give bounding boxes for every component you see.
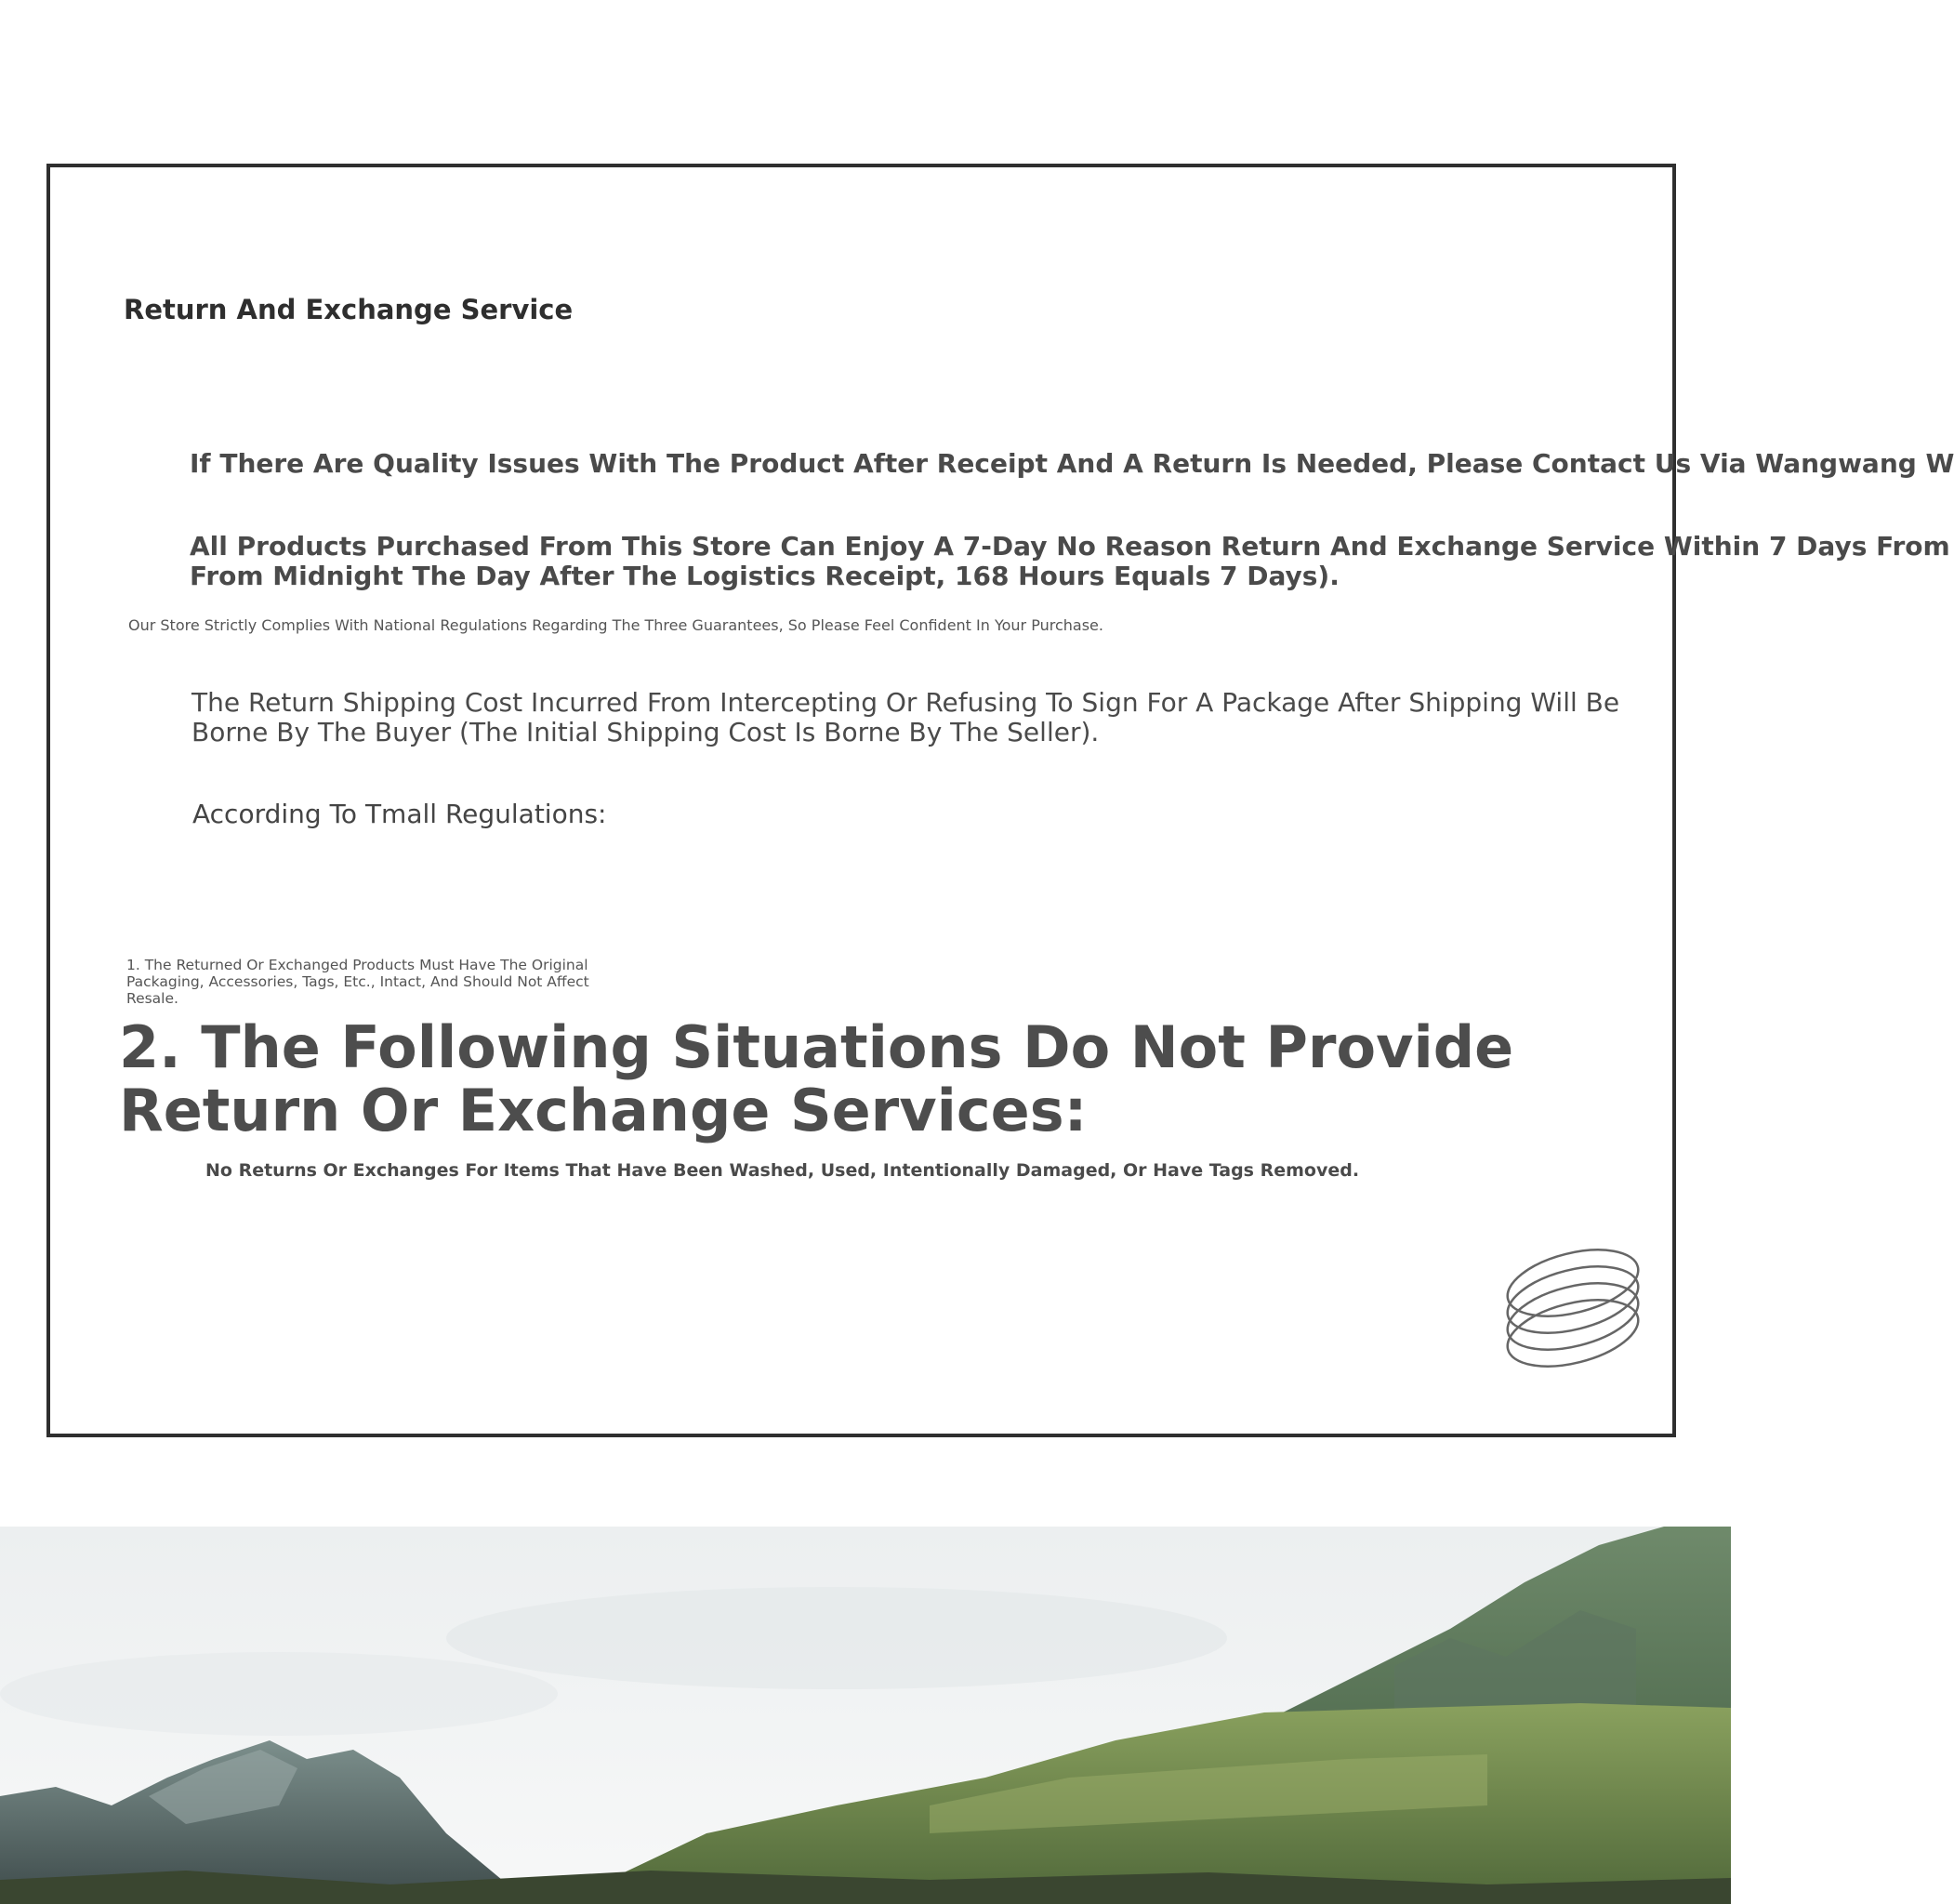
seven-day-line-1: All Products Purchased From This Store Can Enjoy A 7-Day No Reason Return And Exchange Service Within 7 Days From	[190, 531, 1950, 562]
rule-item-1: 1. The Returned Or Exchanged Products Must Have The Original Packaging, Accessories, Tags, Etc., Intact, And Should Not Affect Resale.	[126, 957, 589, 1007]
mountain-landscape-banner	[0, 1527, 1731, 1904]
no-returns-note: No Returns Or Exchanges For Items That Have Been Washed, Used, Intentionally Damaged, Or Have Tags Removed.	[205, 1160, 1360, 1181]
quality-issue-notice: If There Are Quality Issues With The Product After Receipt And A Return Is Needed, Please Contact Us Via Wangwang W	[190, 448, 1954, 479]
tmall-regulations-heading: According To Tmall Regulations:	[192, 799, 607, 829]
shipping-cost-note: The Return Shipping Cost Incurred From Intercepting Or Refusing To Sign For A Package After Shipping Will Be Borne By The Buyer (The Initial Shipping Cost Is Borne By The Seller).	[191, 687, 1620, 747]
three-guarantees-note: Our Store Strictly Complies With National Regulations Regarding The Three Guarantees, So Please Feel Confident In Your Purchase.	[128, 616, 1103, 634]
seven-day-return-notice	[190, 532, 1950, 591]
stacked-ellipses-icon	[1500, 1242, 1649, 1391]
rule-item-2-heading: 2. The Following Situations Do Not Provide Return Or Exchange Services:	[119, 1013, 1514, 1144]
seven-day-line-2: From Midnight The Day After The Logistics Receipt, 168 Hours Equals 7 Days).	[190, 561, 1340, 591]
section-title: Return And Exchange Service	[124, 294, 574, 325]
